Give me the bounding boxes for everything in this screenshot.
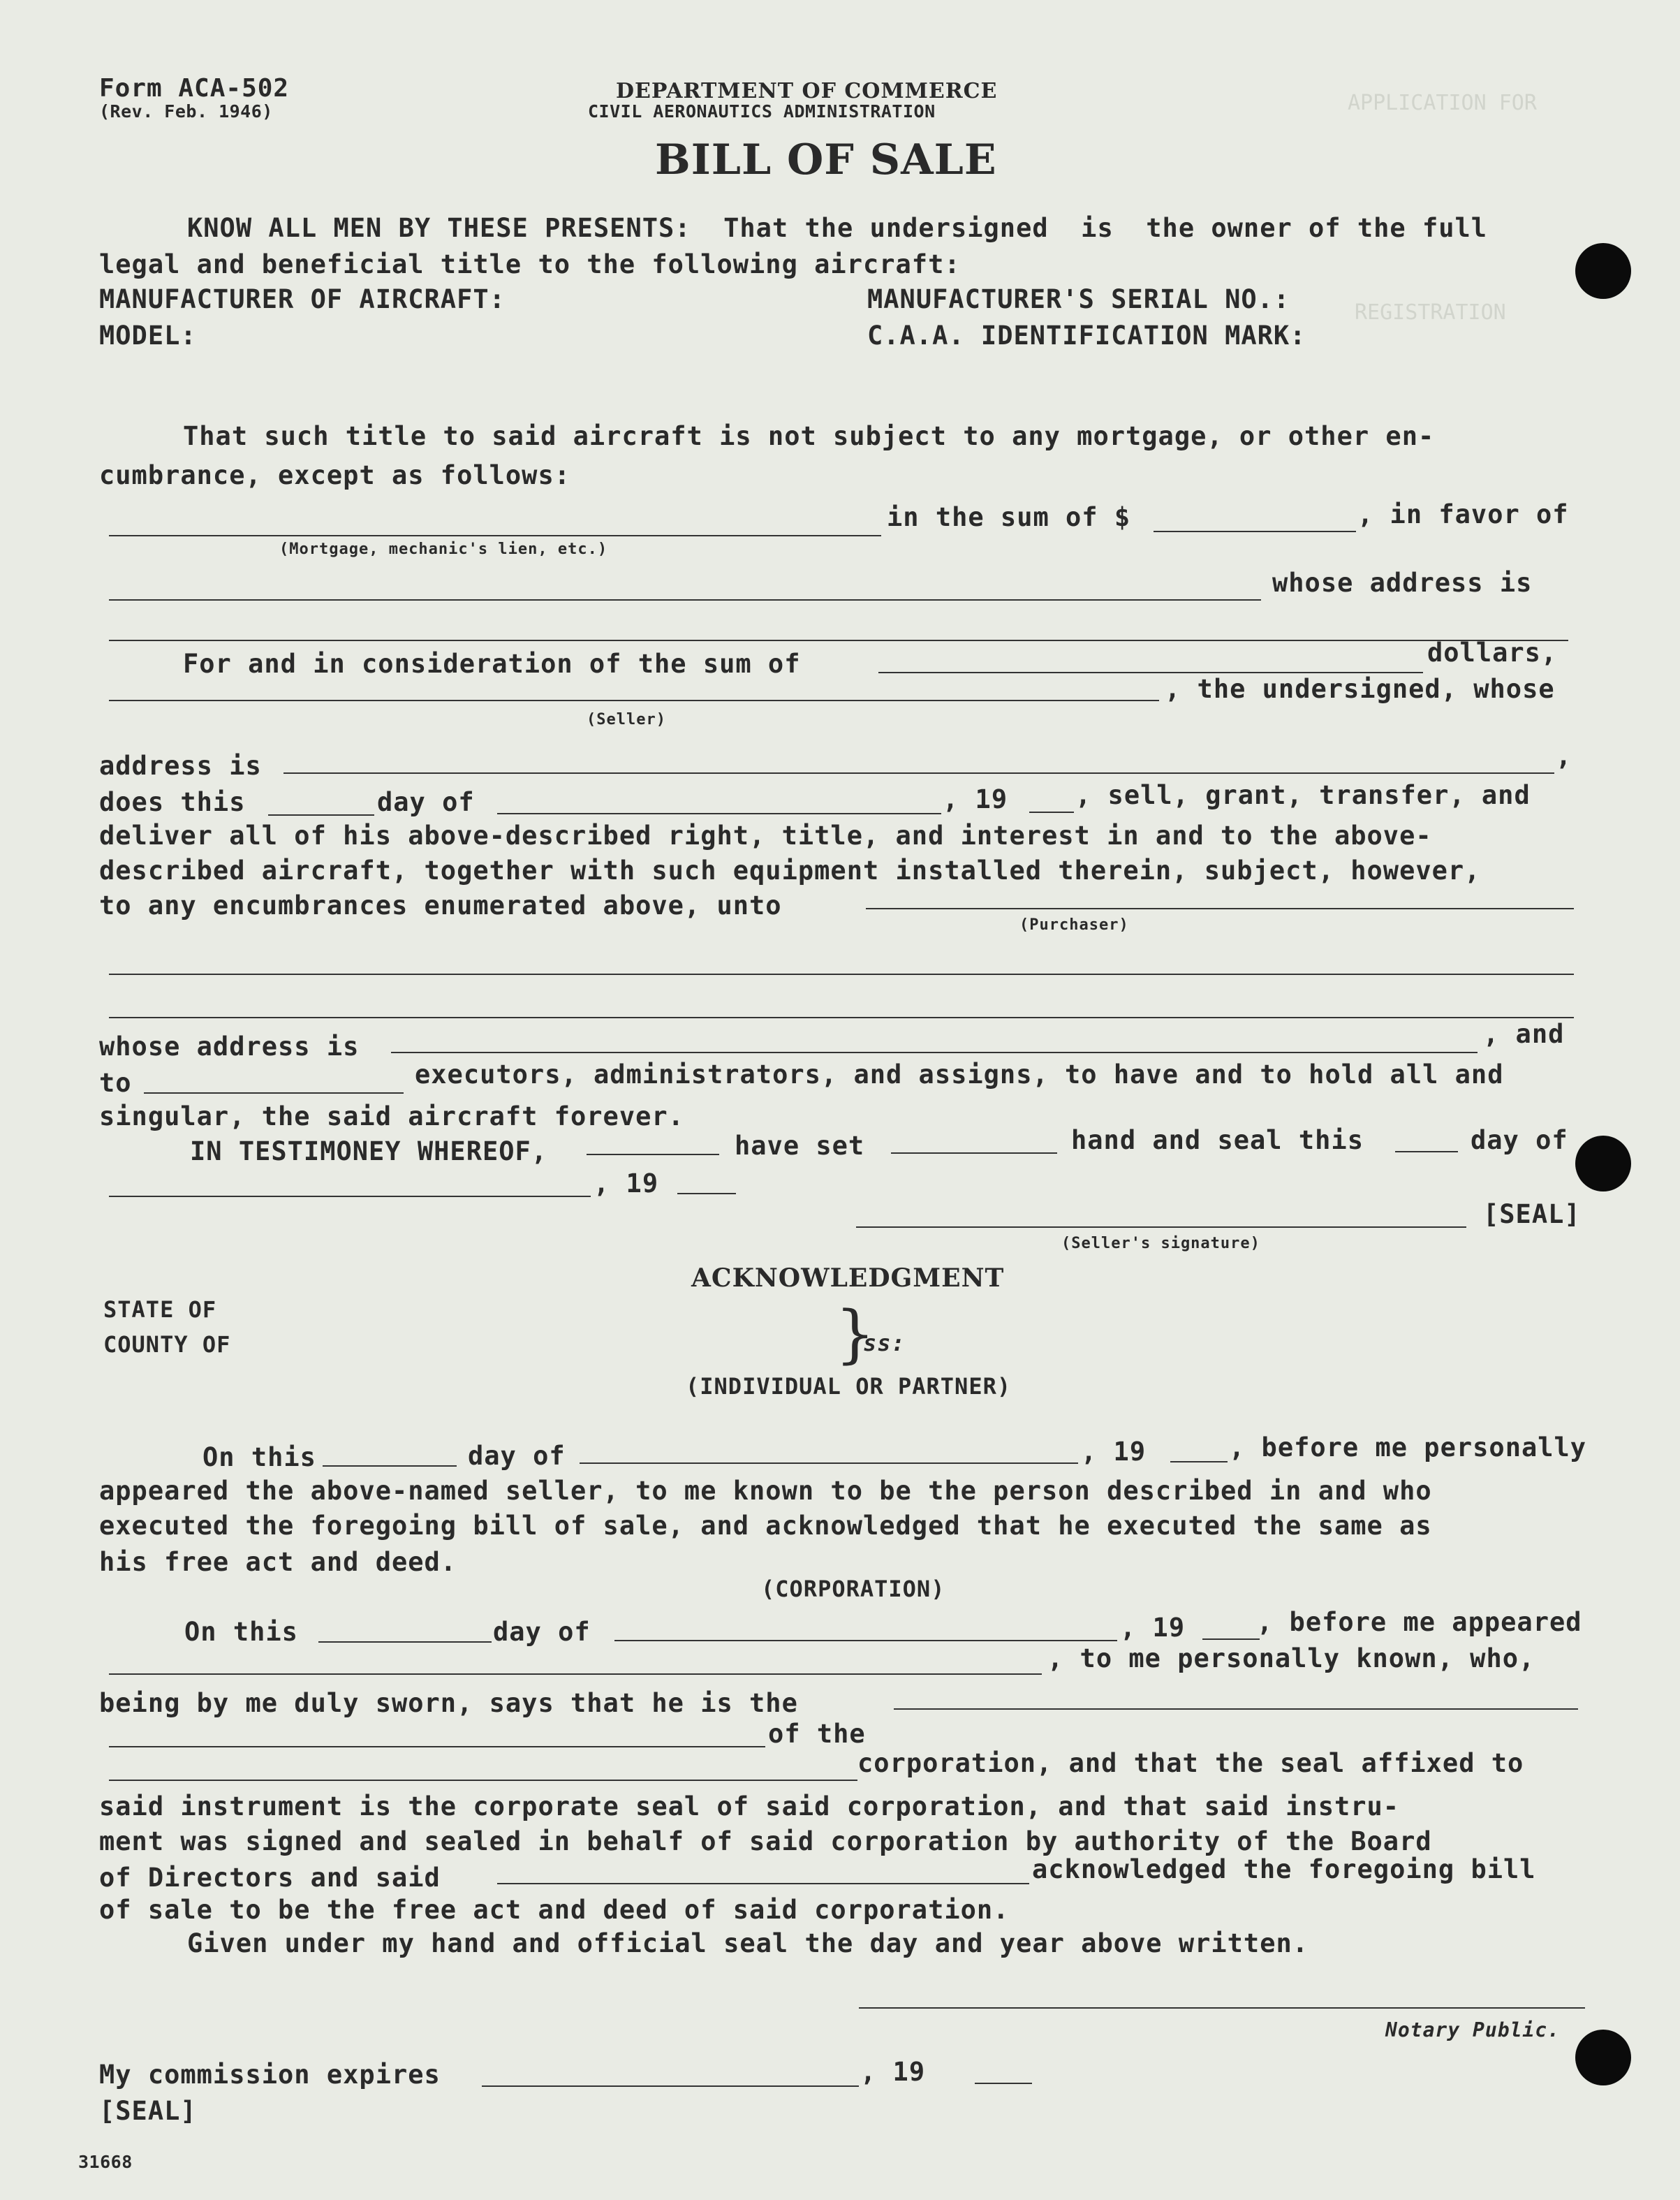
print-number: 31668 xyxy=(78,2152,133,2172)
corporation-heading: (CORPORATION) xyxy=(761,1576,945,1602)
form-number: Form ACA-502 xyxy=(99,74,290,103)
seller-name-field[interactable] xyxy=(109,700,1159,701)
purchaser-name-continued-field[interactable] xyxy=(109,974,1574,975)
testimony-year-prefix: , 19 xyxy=(594,1168,659,1198)
ind-on-this-text: On this xyxy=(202,1442,316,1472)
have-set-text: have set xyxy=(735,1131,865,1161)
mortgagee-field[interactable] xyxy=(109,599,1261,601)
sale-year-field[interactable] xyxy=(1029,812,1074,813)
commission-year-prefix: , 19 xyxy=(860,2057,926,2087)
corp-sworn-text: being by me duly sworn, says that he is the xyxy=(99,1688,798,1718)
purchaser-name-field[interactable] xyxy=(866,908,1574,909)
testimony-day-field[interactable] xyxy=(1395,1151,1458,1152)
testimony-party-field[interactable] xyxy=(587,1154,719,1155)
corp-day-of-text: day of xyxy=(493,1617,591,1647)
testimony-pronoun-field[interactable] xyxy=(891,1152,1057,1154)
bill-of-sale-document: APPLICATION FOR REGISTRATION Form ACA-502 (Rev. Feb. 1946) DEPARTMENT OF COMMERCE CIVIL AERONAUTICS ADMINISTRATION BILL OF SALE KNOW ALL MEN BY THESE PRESENTS: That the undersigned is the owner of the full legal and beneficial title to the following aircraft: MANUFACTURER OF AIRCRAFT: MANUFACTURER'S SERIAL NO.: MODEL: C.A.A. IDENTIFICATION MARK: That such title to said aircraft is not subject to any mortgage, or other en- cumbrance, except as follows: (Mortgage, mechanic's lien, etc.) in the sum of $ , in favor of whose address is For and in consideration of the sum of dollars, (Seller) , the undersigned, whose address is , does this day of , 19 , sell, grant, transfer, and deliver all of his above-described right, title, and interest in and to the above- described aircraft, together with such equipment installed therein, subject, however, to any encumbrances enumerated above, unto (Purchaser) whose address is , and to executors, administrators, and assigns, to have and to hold all and singular, the said aircraft forever. IN TESTIMONEY WHEREOF, have set hand and seal this day of , 19 [SEAL] (Seller's signature) ACKNOWLEDGMENT STATE OF COUNTY OF } ss: (INDIVIDUAL OR PARTNER) On this day of , 19 , before me personally appeared the above-named seller, to me known to be the person described in and who executed the foregoing bill of sale, and acknowledged that he executed the same as his free act and deed. (CORPORATION) On this day of , 19 , before me appeared , to me personally known, who, being by me duly sworn, says that he is the of the corporation, and that the seal affixed to said instrument is the corporate seal of said corporation, and that said instru- ment was signed and sealed in behalf of said corporation by authority of the Board of Directors and said acknowledged the foregoing bill of sale to be the free act and deed of said corporation. Given under my hand and official seal the day and year above written. Notary Public. My commission expires , 19 [SEAL] 31668 xyxy=(0,0,1680,2200)
acknowledgment-heading: ACKNOWLEDGMENT xyxy=(691,1263,1005,1293)
corp-officer-title-field[interactable] xyxy=(894,1708,1578,1710)
purchaser-address-label: whose address is xyxy=(99,1032,360,1062)
county-of-label: COUNTY OF xyxy=(103,1331,231,1358)
described-line: described aircraft, together with such equipment installed therein, subject, however, xyxy=(99,856,1481,886)
state-of-label: STATE OF xyxy=(103,1296,217,1323)
mortgagee-address-field[interactable] xyxy=(109,640,1568,641)
sale-day-field[interactable] xyxy=(268,814,374,816)
seller-seal: [SEAL] xyxy=(1483,1199,1581,1229)
to-text: to xyxy=(99,1068,132,1098)
ind-before-text: , before me personally xyxy=(1229,1432,1587,1462)
corp-day-field[interactable] xyxy=(318,1641,492,1643)
notary-signature-field[interactable] xyxy=(859,2007,1585,2009)
testimony-text: IN TESTIMONEY WHEREOF, xyxy=(190,1136,548,1166)
corp-on-this-text: On this xyxy=(184,1617,298,1647)
executors-text: executors, administrators, and assigns, to have and to hold all and xyxy=(415,1059,1504,1090)
document-title: BILL OF SALE xyxy=(655,135,997,184)
serial-number-label: MANUFACTURER'S SERIAL NO.: xyxy=(867,284,1290,314)
undersigned-whose-text: , the undersigned, whose xyxy=(1165,674,1555,704)
sum-text: in the sum of $ xyxy=(887,502,1131,532)
corp-line-d: of sale to be the free act and deed of said corporation. xyxy=(99,1895,1010,1925)
ind-year-prefix: , 19 xyxy=(1081,1437,1147,1467)
corp-officer-title-continued-field[interactable] xyxy=(109,1746,765,1747)
sale-year-prefix: , 19 xyxy=(943,784,1008,814)
corp-before-text: , before me appeared xyxy=(1257,1607,1582,1637)
corp-officer-name-field[interactable] xyxy=(109,1673,1042,1675)
corp-month-field[interactable] xyxy=(614,1640,1117,1641)
mortgage-amount-field[interactable] xyxy=(1154,531,1356,532)
commission-date-field[interactable] xyxy=(482,2085,859,2087)
seller-address-label: address is xyxy=(99,751,262,781)
corp-acknowledged-text: acknowledged the foregoing bill xyxy=(1032,1854,1536,1884)
corp-of-the-text: of the xyxy=(768,1719,866,1749)
testimony-day-of-text: day of xyxy=(1471,1125,1568,1155)
whose-address-text: whose address is xyxy=(1272,568,1533,598)
mortgage-type-field[interactable] xyxy=(109,535,881,536)
ind-month-field[interactable] xyxy=(580,1462,1078,1464)
ss-text: ss: xyxy=(863,1330,906,1356)
consideration-amount-field[interactable] xyxy=(878,672,1423,673)
corp-directors-officer-field[interactable] xyxy=(497,1883,1029,1884)
sell-grant-text: , sell, grant, transfer, and xyxy=(1075,780,1531,810)
encumbrance-line-1: That such title to said aircraft is not subject to any mortgage, or other en- xyxy=(183,421,1435,451)
seller-signature-field[interactable] xyxy=(856,1226,1466,1228)
corp-line-b: ment was signed and sealed in behalf of said corporation by authority of the Board xyxy=(99,1826,1432,1856)
ind-line-4: his free act and deed. xyxy=(99,1547,457,1577)
testimony-month-field[interactable] xyxy=(109,1196,591,1197)
and-text: , and xyxy=(1483,1019,1565,1049)
binder-hole-top xyxy=(1575,243,1631,299)
ind-day-field[interactable] xyxy=(323,1465,457,1467)
encumbrance-line-2: cumbrance, except as follows: xyxy=(99,460,571,490)
dollars-text: dollars, xyxy=(1427,638,1558,668)
singular-text: singular, the said aircraft forever. xyxy=(99,1101,684,1131)
ind-line-3: executed the foregoing bill of sale, and acknowledged that he executed the same as xyxy=(99,1511,1432,1541)
does-this-text: does this xyxy=(99,787,246,817)
venue-brace: } xyxy=(835,1298,876,1371)
given-under-text: Given under my hand and official seal the day and year above written. xyxy=(187,1928,1309,1958)
deliver-line: deliver all of his above-described right, title, and interest in and to the above- xyxy=(99,821,1432,851)
corp-known-text: , to me personally known, who, xyxy=(1047,1643,1535,1673)
consideration-text: For and in consideration of the sum of xyxy=(183,649,801,679)
unto-line: to any encumbrances enumerated above, unto xyxy=(99,890,782,921)
notary-seal: [SEAL] xyxy=(99,2096,197,2126)
commission-year-field[interactable] xyxy=(975,2083,1032,2084)
binder-hole-middle xyxy=(1575,1136,1631,1191)
manufacturer-label: MANUFACTURER OF AIRCRAFT: xyxy=(99,284,506,314)
testimony-year-field[interactable] xyxy=(677,1193,736,1194)
corp-name-field[interactable] xyxy=(109,1780,857,1781)
notary-public-label: Notary Public. xyxy=(1385,2018,1561,2041)
corp-year-prefix: , 19 xyxy=(1120,1613,1186,1643)
seller-caption: (Seller) xyxy=(587,711,666,728)
mortgage-caption: (Mortgage, mechanic's lien, etc.) xyxy=(279,541,608,558)
individual-heading: (INDIVIDUAL OR PARTNER) xyxy=(686,1373,1012,1400)
ind-year-field[interactable] xyxy=(1170,1461,1228,1462)
caa-mark-label: C.A.A. IDENTIFICATION MARK: xyxy=(867,321,1306,351)
purchaser-address-field[interactable] xyxy=(391,1052,1478,1053)
corp-year-field[interactable] xyxy=(1202,1638,1260,1640)
administration-name: CIVIL AERONAUTICS ADMINISTRATION xyxy=(588,101,936,122)
purchaser-caption: (Purchaser) xyxy=(1019,916,1129,934)
commission-text: My commission expires xyxy=(99,2060,441,2090)
intro-line-2: legal and beneficial title to the following aircraft: xyxy=(99,249,961,279)
intro-line-1: KNOW ALL MEN BY THESE PRESENTS: That the undersigned is the owner of the full xyxy=(187,213,1488,243)
seller-address-comma: , xyxy=(1556,741,1572,771)
seller-signature-caption: (Seller's signature) xyxy=(1061,1235,1260,1252)
hand-seal-text: hand and seal this xyxy=(1071,1125,1364,1155)
model-label: MODEL: xyxy=(99,321,197,351)
purchaser-name-continued-field-2[interactable] xyxy=(109,1017,1574,1018)
in-favor-text: , in favor of xyxy=(1357,499,1569,529)
form-revision: (Rev. Feb. 1946) xyxy=(99,101,273,122)
department-name: DEPARTMENT OF COMMERCE xyxy=(616,79,998,103)
corp-corporation-text: corporation, and that the seal affixed to xyxy=(857,1748,1524,1778)
ind-day-of-text: day of xyxy=(468,1441,566,1471)
sale-month-field[interactable] xyxy=(497,813,941,814)
corp-line-a: said instrument is the corporate seal of said corporation, and that said instru- xyxy=(99,1791,1400,1821)
binder-hole-bottom xyxy=(1575,2030,1631,2085)
corp-directors-text: of Directors and said xyxy=(99,1863,441,1893)
seller-address-field[interactable] xyxy=(283,772,1554,774)
purchaser-heirs-field[interactable] xyxy=(144,1092,404,1094)
sale-day-of-text: day of xyxy=(377,787,475,817)
ind-line-2: appeared the above-named seller, to me known to be the person described in and who xyxy=(99,1476,1432,1506)
